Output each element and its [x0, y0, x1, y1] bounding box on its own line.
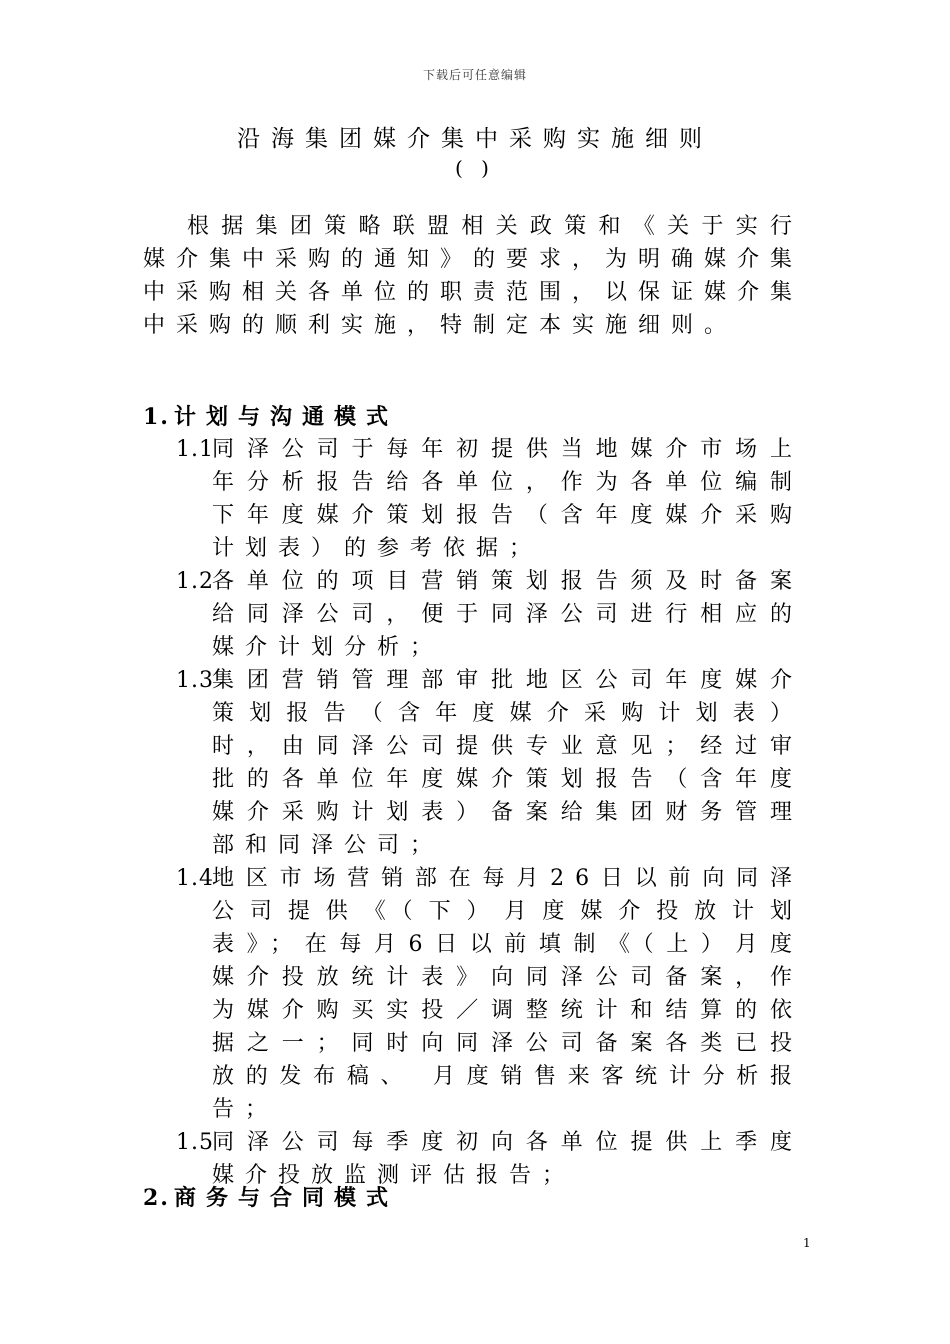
section-number: 2.	[143, 1185, 170, 1211]
document-subtitle: ( )	[455, 156, 495, 180]
item-text: 各单位的项目营销策划报告须及时备案给同泽公司，便于同泽公司进行相应的媒介计划分析；	[212, 569, 803, 660]
list-item	[176, 565, 803, 664]
item-number: 1.3	[176, 668, 214, 693]
section-heading-2	[143, 1181, 398, 1212]
section-number: 1.	[143, 404, 170, 430]
item-text: 同泽公司每季度初向各单位提供上季度媒介投放监测评估报告；	[212, 1130, 803, 1188]
section-title: 计划与沟通模式	[173, 404, 398, 430]
header-note: 下载后可任意编辑	[422, 68, 527, 82]
section-heading-1	[143, 400, 398, 431]
section-1-items	[176, 433, 803, 1192]
item-number: 1.4	[176, 866, 214, 891]
item-text: 集团营销管理部审批地区公司年度媒介策划报告（含年度媒介采购计划表）时，由同泽公司提供专业意见；经过审批的各单位年度媒介策划报告（含年度媒介采购计划表）备案给集团财务管理部和同泽公司；	[212, 668, 803, 858]
list-item	[176, 433, 803, 565]
list-item	[176, 862, 803, 1126]
section-title: 商务与合同模式	[173, 1185, 398, 1211]
item-number: 1.1	[176, 437, 214, 462]
item-number: 1.5	[176, 1130, 214, 1155]
intro-paragraph: 根据集团策略联盟相关政策和《关于实行媒介集中采购的通知》的要求，为明确媒介集中采购相关各单位的职责范围，以保证媒介集中采购的顺利实施，特制定本实施细则。	[143, 214, 804, 338]
item-text: 同泽公司于每年初提供当地媒介市场上年分析报告给各单位，作为各单位编制下年度媒介策划报告（含年度媒介采购计划表）的参考依据；	[212, 437, 803, 561]
item-number: 1.2	[176, 569, 214, 594]
list-item	[176, 664, 803, 862]
item-text: 地区市场营销部在每月26日以前向同泽公司提供《（下）月度媒介投放计划表》；在每月6日以前填制《（上）月度媒介投放统计表》向同泽公司备案，作为媒介购买实投／调整统计和结算的依据之一；同时向同泽公司备案各类已投放的发布稿、 月度销售来客统计分析报告；	[212, 866, 803, 1122]
document-title: 沿海集团媒介集中采购实施细则	[237, 126, 713, 152]
page-number: 1	[803, 1236, 811, 1250]
